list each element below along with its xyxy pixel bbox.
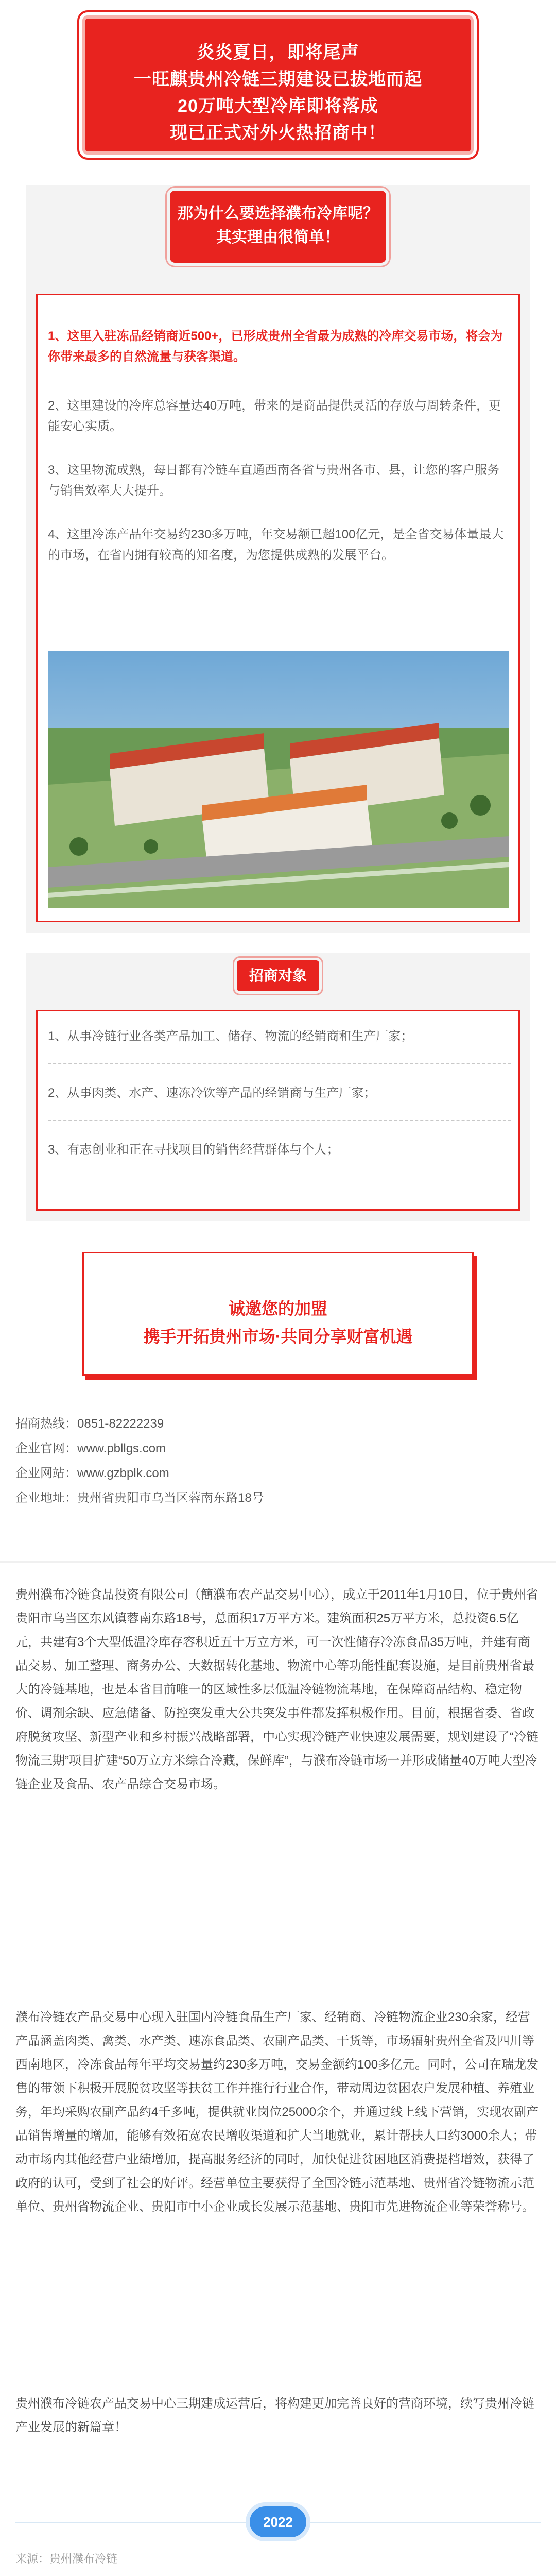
recruit-item: 2、从事肉类、水产、速冻冷饮等产品的经销商与生产厂家；: [48, 1086, 376, 1100]
contact-section: [0, 1391, 556, 1561]
reason-heading-line: 其实理由很简单！: [216, 229, 340, 246]
year-divider: [0, 2494, 556, 2550]
intro-banner: [82, 15, 474, 155]
welcome-line: 携手开拓贵州市场·共同分享财富机遇: [143, 1327, 413, 1346]
reason-section: [26, 185, 530, 933]
recruit-card: [36, 1010, 520, 1211]
intro-line: 现已正式对外火热招商中！: [170, 123, 386, 143]
recruit-tag: 招商对象: [237, 960, 319, 991]
aerial-rendering-illustration: [48, 651, 509, 908]
source-caption: 来源：贵州濮布冷链: [15, 2552, 118, 2565]
divider: [48, 1120, 511, 1121]
reason-heading-line: 那为什么要选择濮布冷库呢？: [178, 205, 378, 222]
recruit-item: 1、从事冷链行业各类产品加工、储存、物流的经销商和生产厂家；: [48, 1029, 413, 1043]
year-badge: 2022: [250, 2506, 306, 2537]
hotline-text: 招商热线：0851-82222239: [15, 1417, 164, 1431]
divider: [48, 1063, 511, 1064]
reason-point: 4、这里冷冻产品年交易约230多万吨，年交易额已超100亿元，是全省交易体量最大的市场，在省内拥有较高的知名度，为您提供成熟的发展平台。: [48, 528, 504, 562]
address-text: 企业地址：贵州省贵阳市乌当区蓉南东路18号: [15, 1491, 264, 1505]
description-paragraph: 贵州濮布冷链农产品交易中心三期建成运营后，将构建更加完善良好的营商环境，续写贵州冷链产业发展的新篇章！: [15, 2397, 534, 2434]
welcome-banner: [82, 1252, 474, 1376]
aerial-rendering-image: [48, 651, 509, 908]
intro-section: [0, 0, 556, 170]
reason-heading: [170, 191, 386, 263]
description-paragraph: 贵州濮布冷链食品投资有限公司（簡濮布农产品交易中心），成立于2011年1月10日，位于贵州省贵阳市乌当区东风镇蓉南东路18号，总面积17万平方米。建筑面积25万平方米，总投资6.5亿元，共建有3个大型低温冷库存容积近五十万立方米，可一次性储存冷冻食品35万吨，并建有商品交易、加工整理、商务办公、大数据转化基地、物流中心等功能性配套设施，是目前贵州省最大的冷链基地，也是本省目前唯一的区域性多层低温冷链物流基地，在保障商品结构、稳定物价、调剂余缺、应急储备、防控突发重大公共突发事件都发挥积极作用。目前，根据省委、省政府脱贫攻坚、新型产业和乡村振兴战略部署，中心实现冷链产业快速发展需要，规划建设了“冷链物流三期”项目扩建“50万立方米综合冷藏，保鲜库”，与濮布冷链市场一并形成储量40万吨大型冷链企业及食品、农产品综合交易市场。: [15, 1588, 538, 1791]
description-paragraph: 濮布冷链农产品交易中心现入驻国内冷链食品生产厂家、经销商、冷链物流企业230余家，经营产品涵盖肉类、禽类、水产类、速冻食品类、农副产品类、干货等，市场辐射贵州全省及四川等西南地区，冷冻食品每年平均交易量约230多万吨，交易金额约100多亿元。同时，公司在瑞龙发售的带领下积极开展脱贫攻坚等扶贫工作并推行行业合作，带动周边贫困农户发展种植、养殖业务，年均采购农副产品约4千多吨，提供就业岗位25000余个，并通过线上线下营销，实现农副产品销售增量的增加，能够有效拓宽农民增收渠道和扩大当地就业，累计帮扶人口约3000余人；带动市场内其他经营户业绩增加，提高服务经济的同时，加快促进贫困地区消费提档增效，获得了政府的认可，受到了社会的好评。经营单位主要获得了全国冷链示范基地、贵州省冷链物流示范单位、贵州省物流企业、贵阳市中小企业成长发展示范基地、贵阳市先进物流企业等荣誉称号。: [15, 2010, 539, 2214]
reason-point: 1、这里入驻冻品经销商近500+，已形成贵州全省最为成熟的冷库交易市场，将会为你带来最多的自然流量与获客渠道。: [48, 329, 503, 364]
reason-point: 2、这里建设的冷库总容量达40万吨，带来的是商品提供灵活的存放与周转条件，更能安心实质。: [48, 399, 501, 433]
intro-line: 20万吨大型冷库即将落成: [178, 96, 378, 116]
intro-line: 炎炎夏日，即将尾声: [197, 43, 359, 62]
company-site-link[interactable]: 企业网站：www.gzbplk.com: [15, 1466, 169, 1480]
company-description: [0, 1561, 556, 2494]
intro-line: 一旺麒贵州冷链三期建设已拔地而起: [134, 70, 422, 89]
recruit-section: [26, 953, 530, 1221]
official-site-link[interactable]: 企业官网：www.pbllgs.com: [15, 1442, 166, 1455]
recruit-item: 3、有志创业和正在寻找项目的销售经营群体与个人；: [48, 1143, 339, 1157]
reason-point: 3、这里物流成熟，每日都有冷链车直通西南各省与贵州各市、县，让您的客户服务与销售效率大大提升。: [48, 463, 500, 498]
welcome-section: [0, 1242, 556, 1391]
welcome-line: 诚邀您的加盟: [228, 1299, 327, 1318]
reason-card: [36, 294, 520, 922]
